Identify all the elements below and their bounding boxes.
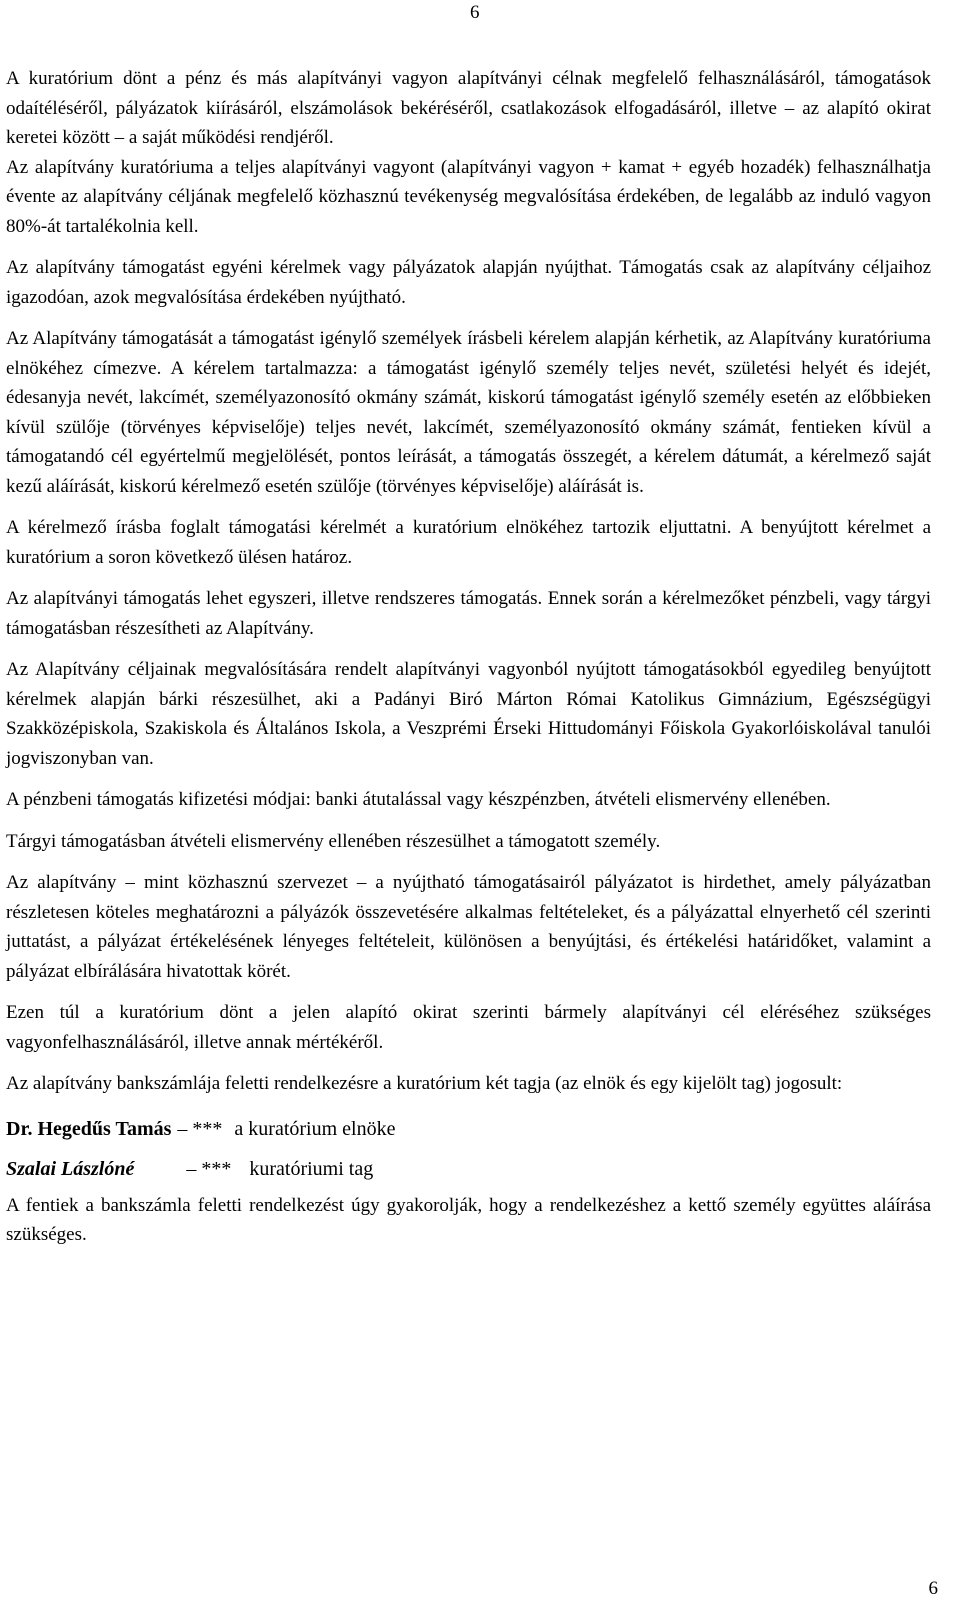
paragraph-vagyonfelhasznalas: Ezen túl a kuratórium dönt a jelen alapító okirat szerinti bármely alapítványi cél eléréséhez szükséges vagyonfelhasználásáról, illetve annak mértékéről.: [6, 1002, 931, 1053]
paragraph-kuratorium-dont: A kuratórium dönt a pénz és más alapítványi vagyon alapítványi célnak megfelelő felhasználásáról, támogatások odaítéléséről, pályázatok kiírásáról, elszámolások bekéréséről, csatlakozások elfogadásáról, illetve – az alapító okirat keretei között – a saját működési rendjéről.: [6, 68, 931, 148]
paragraph-kifizetesi-modok: A pénzbeni támogatás kifizetési módjai: banki átutalással vagy készpénzben, átvételi elismervény ellenében.: [6, 789, 831, 810]
paragraph-bankszamla-rendelkezes: Az alapítvány bankszámlája feletti rendelkezésre a kuratórium két tagja (az elnök és egy kijelölt tag) jogosult:: [6, 1073, 843, 1094]
paragraph-kerelem-tartalma: Az Alapítvány támogatását a támogatást igénylő személyek írásbeli kérelem alapján kérhetik, az Alapítvány kuratóriuma elnökéhez címezve. A kérelem tartalmazza: a támogatást igénylő személy teljes nevét, születési helyét és idejét, édesanyja nevét, lakcímét, személyazonosító okmány számát, kiskorú támogatást igénylő személy esetén az előbbieken kívül szülője (törvényes képviselője) teljes nevét, lakcímét, személyazonosító okmány számát, fentieken kívül a támogatandó cél egyértelmű megjelölését, pontos leírását, a támogatás összegét, a kérelem dátumát, a kérelmező saját kezű aláírását, kiskorú kérelmező esetén szülője (törvényes képviselője) aláírását is.: [6, 328, 931, 497]
paragraph-vagyon-felhasznalas: Az alapítvány kuratóriuma a teljes alapítványi vagyont (alapítványi vagyon + kamat + egyéb hozadék) felhasználhatja évente az alapítvány céljának megfelelő közhasznú tevékenység megvalósítása érdekében, de legalább az induló vagyon 80%-át tartalékolnia kell.: [6, 156, 931, 237]
paragraph-tamogatas-alapja: Az alapítvány támogatást egyéni kérelmek vagy pályázatok alapján nyújthat. Támogatás csak az alapítvány céljaihoz igazodóan, azok megvalósítása érdekében nyújtható.: [6, 257, 931, 308]
paragraph-palyazat: Az alapítvány – mint közhasznú szervezet – a nyújtható támogatásairól pályázatot is hirdethet, amely pályázatban részletesen köteles meghatározni a pályázók összevetésére alkalmas feltételeket, és a pályázattal elnyerhető cél szerinti juttatást, a pályázat értékelésének lényeges feltételeit, különösen a benyújtási, és értékelési határidőket, valamint a pályázat elbírálására hivatottak körét.: [6, 872, 931, 982]
signer-name: Szalai Lászlóné: [6, 1157, 135, 1180]
page-number-top: 6: [470, 2, 480, 23]
signer-dash: – ***: [177, 1117, 223, 1140]
paragraph-tamogatas-fajtai: Az alapítványi támogatás lehet egyszeri, illetve rendszeres támogatás. Ennek során a kérelmezőket pénzbeli, vagy tárgyi támogatásban részesítheti az Alapítvány.: [6, 588, 931, 639]
signer-role: a kuratórium elnöke: [234, 1117, 396, 1140]
signer-row-member: [6, 1151, 931, 1187]
paragraph-kerelem-eljuttatas: A kérelmező írásba foglalt támogatási kérelmét a kuratórium elnökéhez tartozik eljuttatni. A benyújtott kérelmet a kuratórium a soron következő ülésen határoz.: [6, 517, 931, 568]
document-body: [6, 64, 931, 1262]
signer-dash: – ***: [186, 1157, 232, 1180]
paragraph-jogosultak: Az Alapítvány céljainak megvalósítására rendelt alapítványi vagyonból nyújtott támogatásokból egyedileg benyújtott kérelmek alapján bárki részesülhet, aki a Padányi Biró Márton Római Katolikus Gimnázium, Egészségügyi Szakközépiskola, Szakiskola és Általános Iskola, a Veszprémi Érseki Hittudományi Főiskola Gyakorlóiskolával tanulói jogviszonyban van.: [6, 659, 931, 769]
page-number-bottom: 6: [928, 1578, 938, 1599]
paragraph-targyi-tamogatas: Tárgyi támogatásban átvételi elismervény ellenében részesülhet a támogatott személy.: [6, 830, 661, 852]
signer-role: kuratóriumi tag: [249, 1157, 374, 1180]
signer-row-chair: [6, 1111, 931, 1147]
signer-name: Dr. Hegedűs Tamás: [6, 1117, 172, 1140]
paragraph-egyuttes-alairas: A fentiek a bankszámla feletti rendelkezést úgy gyakorolják, hogy a rendelkezéshez a kettő személy együttes aláírása szükséges.: [6, 1194, 931, 1245]
